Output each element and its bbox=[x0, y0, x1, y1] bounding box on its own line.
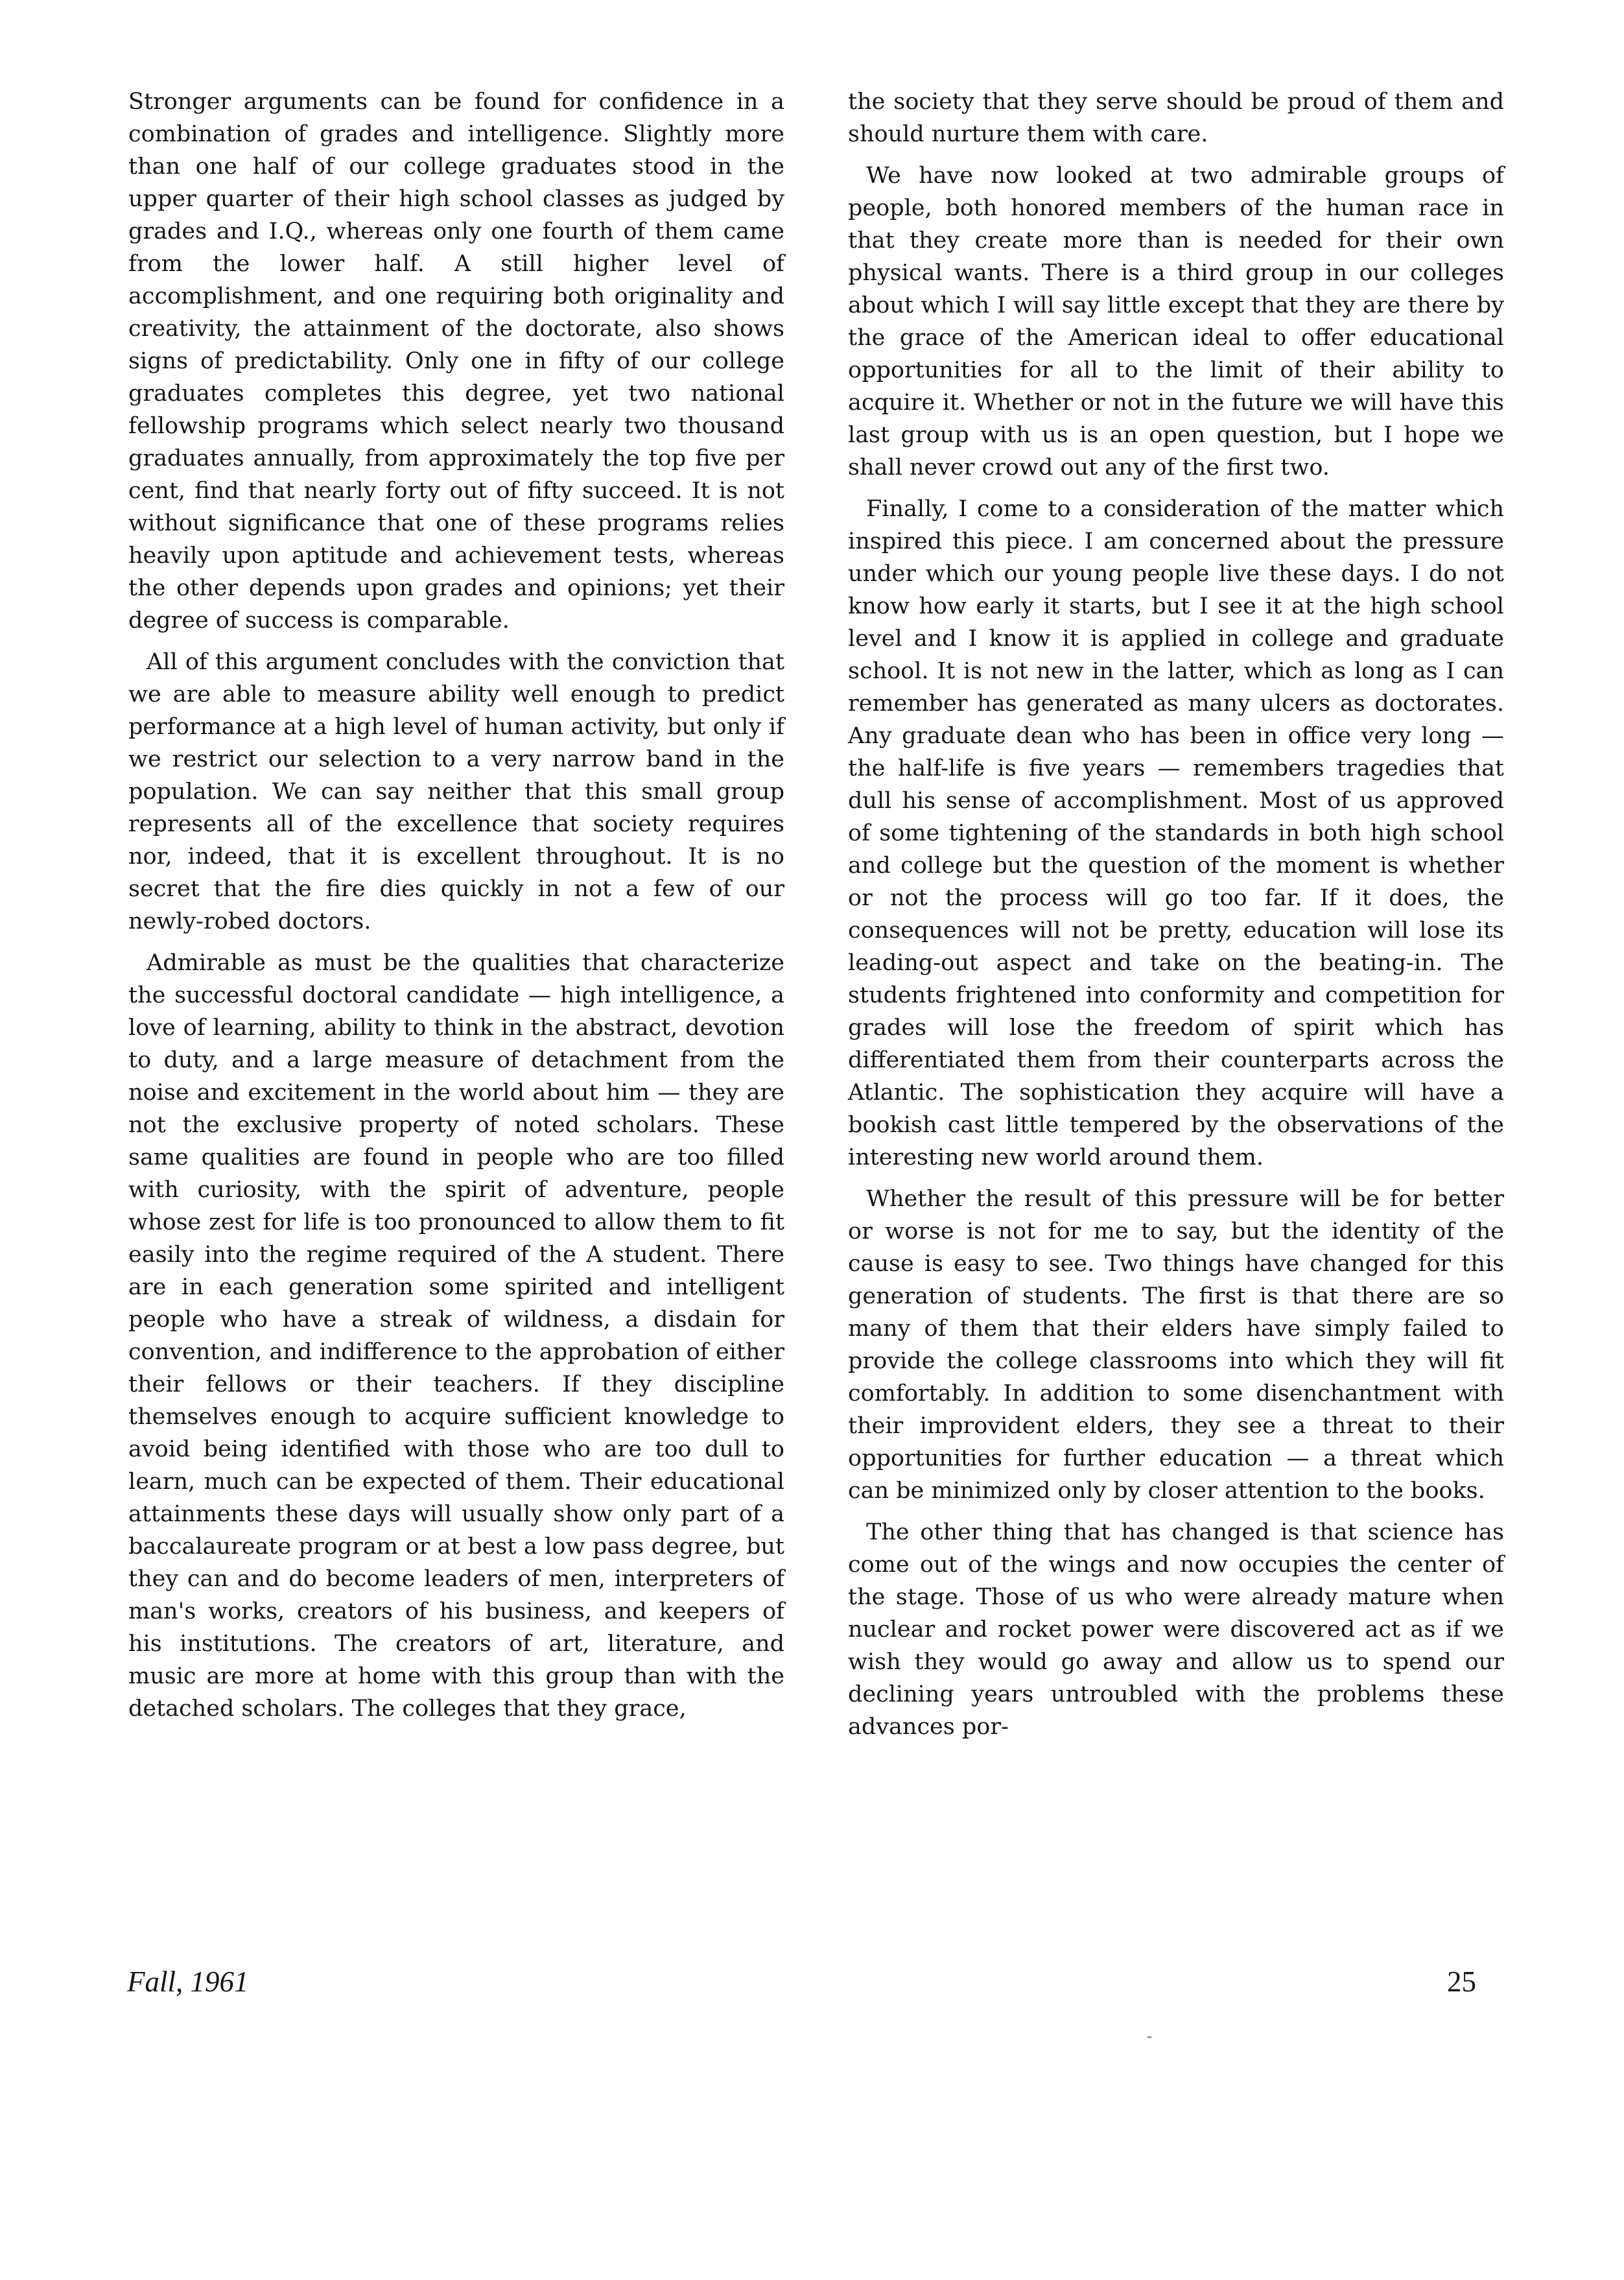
issue-date: Fall, 1961 bbox=[127, 1965, 249, 1998]
paragraph: the society that they serve should be proud of them and should nurture them with care. bbox=[848, 89, 1504, 147]
right-column bbox=[848, 86, 1504, 1752]
left-column bbox=[128, 86, 784, 1734]
paragraph: All of this argument concludes with the conviction that we are able to measure ability well enough to predict performance at a high level of human activity, but only if we restrict our selection to a very narrow band in the population. We can say neither that this small group represents all of the excellence that society requires nor, indeed, that it is excellent throughout. It is no secret that the fire dies quickly in not a few of our newly-robed doctors. bbox=[128, 649, 784, 934]
page-number: 25 bbox=[1447, 1965, 1476, 1998]
print-speck bbox=[1147, 2036, 1151, 2038]
paragraph: The other thing that has changed is that science has come out of the wings and now occupies the center of the stage. Those of us who were already mature when nuclear and rocket power were discovered act as if we wish they would go away and allow us to spend our declining years untroubled with the problems these advances por- bbox=[848, 1519, 1504, 1740]
paragraph: Whether the result of this pressure will be for better or worse is not for me to say, but the identity of the cause is easy to see. Two things have changed for this generation of students. The first is that there are so many of them that their elders have simply failed to provide the college classrooms into which they will fit comfortably. In addition to some disenchantment with their improvident elders, they see a threat to their opportunities for further education — a threat which can be minimized only by closer attention to the books. bbox=[848, 1186, 1504, 1504]
paragraph: Finally, I come to a consideration of the matter which inspired this piece. I am concerned about the pressure under which our young people live these days. I do not know how early it starts, but I see it at the high school level and I know it is applied in college and graduate school. It is not new in the latter, which as long as I can remember has generated as many ulcers as doctorates. Any graduate dean who has been in office very long — the half-life is five years — remembers tragedies that dull his sense of accomplishment. Most of us approved of some tightening of the standards in both high school and college but the question of the moment is whether or not the process will go too far. If it does, the consequences will not be pretty, education will lose its leading-out aspect and take on the beating-in. The students frightened into conformity and competition for grades will lose the freedom of spirit which has differentiated them from their counterparts across the Atlantic. The sophistication they acquire will have a bookish cast little tempered by the observations of the interesting new world around them. bbox=[848, 496, 1504, 1170]
paragraph: Stronger arguments can be found for confidence in a combination of grades and intelligence. Slightly more than one half of our college graduates stood in the upper quarter of their high school classes as judged by grades and I.Q., whereas only one fourth of them came from the lower half. A still higher level of accomplishment, and one requiring both originality and creativity, the attainment of the doctorate, also shows signs of predictability. Only one in fifty of our college graduates completes this degree, yet two national fellowship programs which select nearly two thousand graduates annually, from approximately the top five per cent, find that nearly forty out of fifty succeed. It is not without significance that one of these programs relies heavily upon aptitude and achievement tests, whereas the other depends upon grades and opinions; yet their degree of success is comparable. bbox=[128, 89, 784, 634]
paragraph: We have now looked at two admirable groups of people, both honored members of the human race in that they create more than is needed for their own physical wants. There is a third group in our colleges about which I will say little except that they are there by the grace of the American ideal to offer educational opportunities for all to the limit of their ability to acquire it. Whether or not in the future we will have this last group with us is an open question, but I hope we shall never crowd out any of the first two. bbox=[848, 163, 1504, 481]
paragraph: Admirable as must be the qualities that characterize the successful doctoral candidate — high intelligence, a love of learning, ability to think in the abstract, devotion to duty, and a large measure of detachment from the noise and excitement in the world about him — they are not the exclusive property of noted scholars. These same qualities are found in people who are too filled with curiosity, with the spirit of adventure, people whose zest for life is too pronounced to allow them to fit easily into the regime required of the A student. There are in each generation some spirited and intelligent people who have a streak of wildness, a disdain for convention, and indifference to the approbation of either their fellows or their teachers. If they discipline themselves enough to acquire sufficient knowledge to avoid being identified with those who are too dull to learn, much can be expected of them. Their educational attainments these days will usually show only part of a baccalaureate program or at best a low pass degree, but they can and do become leaders of men, interpreters of man's works, creators of his business, and keepers of his institutions. The creators of art, literature, and music are more at home with this group than with the detached scholars. The colleges that they grace, bbox=[128, 950, 784, 1722]
